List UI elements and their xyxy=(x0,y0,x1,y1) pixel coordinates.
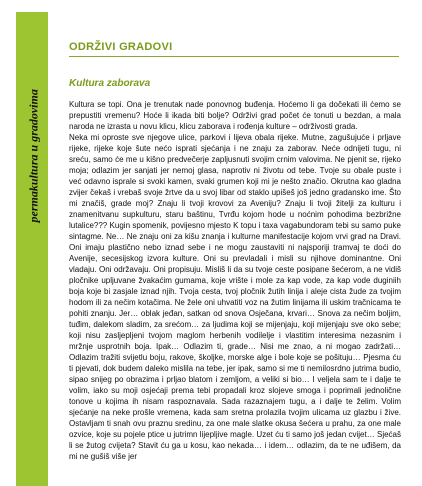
sidebar-vertical-title xyxy=(24,89,42,223)
section-title: ODRŽIVI GRADOVI xyxy=(69,40,399,57)
sidebar-color-bar xyxy=(16,12,48,486)
paragraph: Neka mi oproste sve njegove ulice, parkovi i lijeva obala rijeke. Mutne, zagušujuće i prljave rijeke, rijeke koje šute nećo isprati sjećanja i ne znaju za zaborav. Neće odnijeti tugu, ni sreću, samo će me u kišno predvečerje zapljusnuti svojim crnim valovima. Ne pjenit se, rijeko moja; odlazim jer sanjati jer nemoj glasa, naprotiv ni životu od tebe. Tvoje su obale puste i već odavno isprale si svoki kamen, svaki grumen koji mi je nešto značio. Okrutna kao gladna zvijer čekaš i vrebaš svoje žrtve da u svoj libar od staklo upišeš još jedno gradansko ime. Što mi značiš, grade moj? Znaju li tvoji krovovi za Aveniju? Znaju li tvoji žitelji za kulturu i znamenitvanu supkulturu, staru baštinu, Tvrđu kojom hode u noćnim pohodima bezbrižne lutalice??? Kugin spomenik, povijesno mjesto K topu i taxa vagabundoram tebi su samo puke sintagme. Ne… Ne znaju oni za kišu znanja i kulturne manifestacije kojom vrvi grad na Dravi. Oni imaju plastično nebo iznad sebe i ne mogu zaustaviti ni najsporiji tramvaj te doći do Avenije, secesijskog izvora kulture. Oni su prevladali i misli su njihove dominantne. Oni vladaju. Oni održavaju. Oni propisuju. Misliš li da su tvoje ceste posipane šećerom, a ne vidiš pločnike upljuvane žvakaćim gumama, koje vrište i mole za kap vode, za kap vode duginiih boja koje bi zasjale iznad njih. Tvoja cesta, tvoj pločnik žutih linija i aleje cista žude za tvojim hodom ili za nečim kotačima. Ne žele oni uhvatiti voz na žutim linijama ili uskim tračnicama te pohiti znanju. Jer… oblak jeđan, satkan od snova Osječana, krvari… Snova za nečim boljim, tuđim, dalekom sladim, za srećom… za ljudima koji se mijenjaju, koji mijenjaju sve oko sebe; koji nisu zasljepljeni tvojom maglom herbenih vodilelje i vlastitim interesima nezasnim i mržnje usprotnih boja. Ipak… Odlazim ti, grade… Nisi me znao, a ni mogao zadržati… Odlazim tražiti svijetlu boju, rakove, školjke, morske alge i bole koje se pošituju… Pjesma ću ti pjevati, dok budem daleko mislila na tebe, jer ipak, samo si me ti nemilosrdno jutrima budio, sipao snijeg po obrazima i prljao blatom i zemljom, a veliki si bio… I veljela sam te i dalje te volim, iako su moji osjećaji prema tebi propadali kroz slojeve smoga i poprimali jednolične tonove u kojima ih nisam raspoznavala. Sada razaznajem tugu, a i dalje te želim. Volim sjećanje na neke prošle vremena, kada sam sretna prolazila tvojim ulicama uz glazbu i žive. Ostavljam ti snah ovu praznu sredinu, za one male slatke okusa šećera u prahu, za one male ozvice, koje su pojele ptice u jutrimn lijepljive magle. Uzet ću ti samo još jedan cvijet… Sjećaš li se žutog cvijeta? Stavit ću ga u kosu, kao nekada… i idem… odlazim, da te ne uđišem, da mi ne gušiš više jer xyxy=(69,133,401,461)
paragraph: Kultura se topi. Ona je trenutak nade ponovnog buđenja. Hoćemo li ga dočekati ili ćemo se prepustiti vremenu? Hoće li ikada biti bolje? Održivi grad počet će tonuti u bezdan, a mala naroda ne izrasta u novu klicu, klicu zaborava i rođenja kulture – održivosti grada. xyxy=(69,100,401,131)
article-subtitle: Kultura zaborava xyxy=(69,78,151,89)
article-body xyxy=(69,99,401,462)
sidebar-vertical-title-text: permakultura u gradovima xyxy=(26,89,41,223)
